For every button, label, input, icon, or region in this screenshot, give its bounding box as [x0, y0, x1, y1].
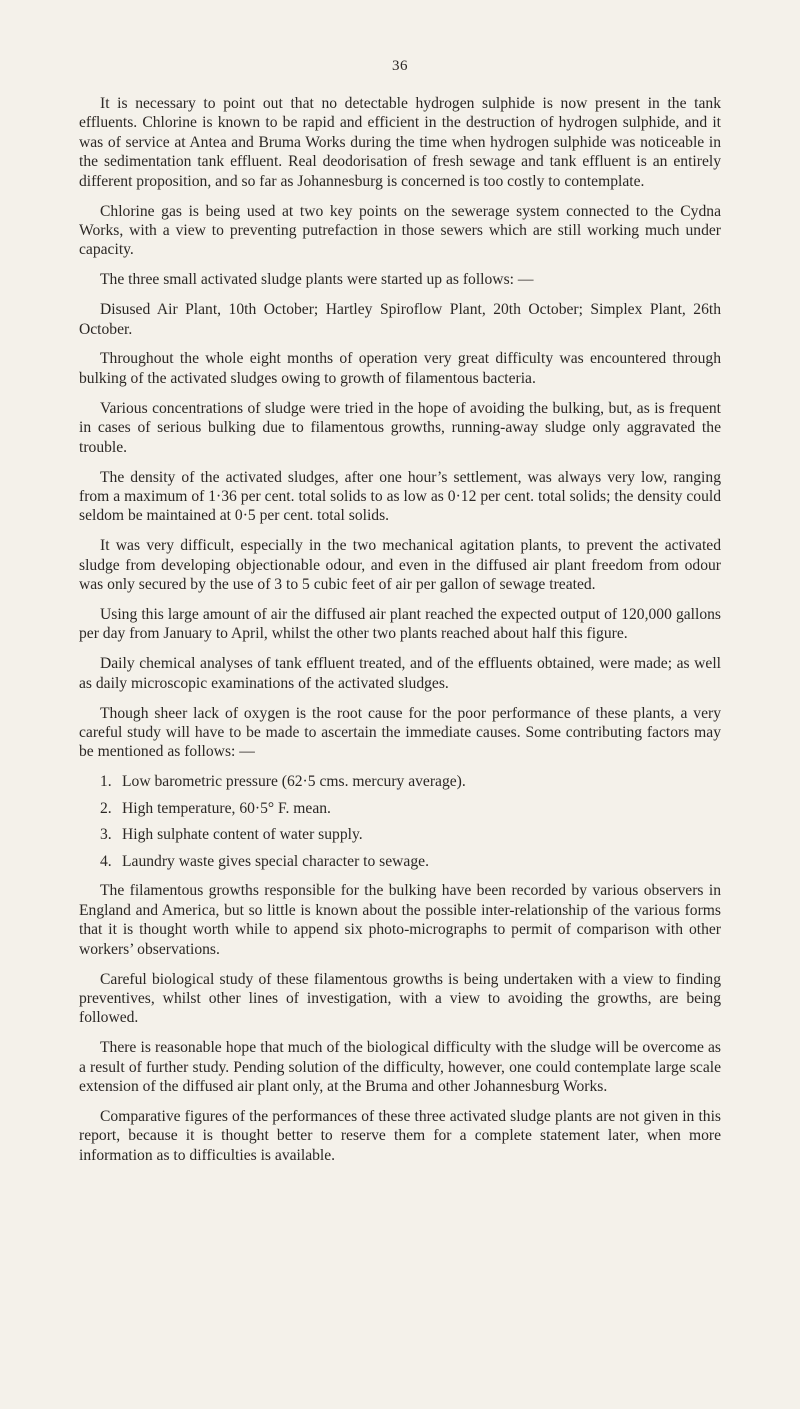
paragraph: It is necessary to point out that no detectable hydrogen sulphide is now present in the tank effluents. Chlorine is known to be rapid and efficient in the destruction of hydrogen sulphide, and it was of service at Antea and Bruma Works during the time when hydrogen sulphide was noticeable in the sedimentation tank effluent. Real deodorisation of fresh sewage and tank effluent is an entirely different proposition, and so far as Johannesburg is concerned is too costly to contemplate.	[79, 95, 721, 190]
paragraph: Various concentrations of sludge were tried in the hope of avoiding the bulking, but, as is frequent in cases of serious bulking due to filamentous growths, running-away sludge only aggravated the trouble.	[79, 399, 721, 456]
list-item-number: 3.	[100, 826, 112, 844]
list-item-number: 1.	[100, 773, 112, 791]
paragraph: The density of the activated sludges, after one hour’s settlement, was always very low, ranging from a maximum of 1·36 per cent. total solids to as low as 0·12 per cent. total solids; the density could seldom be maintained at 0·5 per cent. total solids.	[79, 468, 721, 525]
list-item-text: High temperature, 60·5° F. mean.	[122, 799, 331, 817]
paragraph: There is reasonable hope that much of the biological difficulty with the sludge will be overcome as a result of further study. Pending solution of the difficulty, however, one could contemplate large scale extension of the diffused air plant only, at the Bruma and other Johannesburg Works.	[79, 1039, 721, 1096]
list-item-text: High sulphate content of water supply.	[122, 826, 363, 844]
paragraph: It was very difficult, especially in the two mechanical agitation plants, to prevent the activated sludge from developing objectionable odour, and even in the diffused air plant freedom from odour was only secured by the use of 3 to 5 cubic feet of air per gallon of sewage treated.	[79, 537, 721, 594]
paragraph: Throughout the whole eight months of operation very great difficulty was encountered through bulking of the activated sludges owing to growth of filamentous bacteria.	[79, 350, 721, 387]
paragraph: The filamentous growths responsible for the bulking have been recorded by various observers in England and America, but so little is known about the possible inter-relationship of the various forms that it is thought worth while to append six photo-micrographs to permit of comparison with other workers’ observations.	[79, 882, 721, 958]
list-item-text: Laundry waste gives special character to sewage.	[122, 852, 429, 870]
paragraph: Daily chemical analyses of tank effluent treated, and of the effluents obtained, were made; as well as daily microscopic examinations of the activated sludges.	[79, 655, 721, 692]
list-item-number: 4.	[100, 852, 112, 870]
paragraph: Chlorine gas is being used at two key points on the sewerage system connected to the Cydna Works, with a view to preventing putrefaction in those sewers which are still working much under capacity.	[79, 202, 721, 259]
list-item-text: Low barometric pressure (62·5 cms. mercury average).	[122, 773, 466, 791]
list-item-number: 2.	[100, 799, 112, 817]
paragraph: Careful biological study of these filamentous growths is being undertaken with a view to finding preventives, whilst other lines of investigation, with a view to avoiding the growths, are being followed.	[79, 970, 721, 1027]
contributing-factors-list	[79, 772, 721, 871]
list-item	[79, 772, 721, 791]
page-number: 36	[392, 58, 408, 74]
paragraph: Though sheer lack of oxygen is the root cause for the poor performance of these plants, a very careful study will have to be made to ascertain the immediate causes. Some contributing factors may be mentioned as follows: —	[79, 704, 721, 761]
paragraph: Comparative figures of the performances of these three activated sludge plants are not given in this report, because it is thought better to reserve them for a complete statement later, when more information as to difficulties is available.	[79, 1107, 721, 1164]
list-item	[79, 799, 721, 818]
paragraph: The three small activated sludge plants were started up as follows: —	[100, 271, 534, 289]
list-item	[79, 825, 721, 844]
list-item	[79, 852, 721, 871]
paragraph: Disused Air Plant, 10th October; Hartley Spiroflow Plant, 20th October; Simplex Plant, 26th October.	[79, 301, 721, 338]
paragraph: Using this large amount of air the diffused air plant reached the expected output of 120,000 gallons per day from January to April, whilst the other two plants reached about half this figure.	[79, 605, 721, 643]
